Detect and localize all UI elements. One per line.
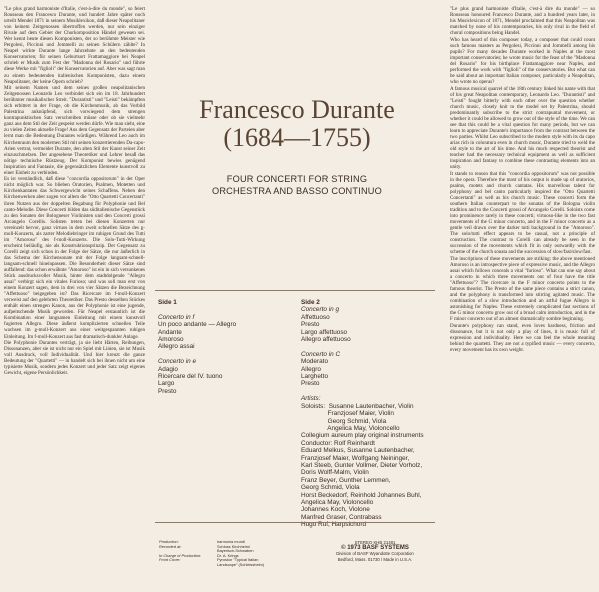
tracklist-line: Affettuoso <box>301 313 330 321</box>
tracklist-line: Larghetto <box>301 373 329 381</box>
credit-label: Front Cover: <box>159 557 181 563</box>
tracklist-line: Moderato <box>301 358 328 366</box>
tracklist-line: Concerto in C <box>301 350 341 358</box>
tracklist-line: Allegro assai <box>158 343 195 351</box>
english-paragraph: The inscriptions of these movements are striking: the above mentioned Amoroso is an introspective piece of expressive music, and the Allegro assai which follows conceals a vital "furioso". What can one say about a concerto in which three movements out of four have the title "Affettuoso"? The ricercare in the F minor concerto points to the famous theorist. The Presto of the same piece contains a strict canon, and the polyphony is transformed into stirring agitated music. The combination of a slow introduction and an artful fugue Allegro is astonishing for Naples. These extremely complicated fast sections of the G minor concerto grow out of a broad calm introduction, and in the F minor concerto out of an almost dramatically sombre beginning. <box>450 255 595 323</box>
tracklist-line: Concerto in g <box>301 306 340 314</box>
tracklist-line: Side 2 <box>301 299 320 306</box>
tracklist-line: Soloists: Susanne Lautenbacher, Violin <box>301 402 414 410</box>
production-credits <box>159 540 264 568</box>
german-paragraph: "Le plus grand harmoniste d'Italie, c'est-à-dire du monde", so feiert Rousseau den Francesco Durante, und hundert Jahre später noch urteilt Mendel 1871 in seinem Musiklexikon, daß dieser Neapolitaner von keinem Zeitgenossen übertroffen werden, nur sein einziger Rivale auf dem Gebiet der Chorkomposition Händel gewesen sei. Wer kennt heute diesen Komponisten, der so berühmte Meister wie Pergolesi, Piccinni und Jommelli zu seinen Schülern zählte? In Neapel wirkte Durante lange Jahrzehnte an den bedeutenden Konservatorien; für seinen Geburtsort Frattamaggiore bei Neapel schrieb er Musik zum Fest der "Madonna del Rosario" und führte diese Werke mit "figlioli" der Konservatorien auf. Aber was sagt man zu einem bedeutenden italienischen Komponisten, dazu einem Neapolitaner, der keine Opern schrieb? <box>4 6 145 85</box>
tracklist-line: Georg Schmid, Viola <box>301 484 360 492</box>
tracklist-line: Hugo Ruf, Harpsichord <box>301 521 367 529</box>
english-paragraph: It stands to reason that this "concordia oppositorum" was not possible in the opera. Therefore the most of his output is made up of oratorios, psalms, motets and church cantatas. His marvellous talent for polyphony and bel canto particularly inspired the "Otto Quartetti Concertanti" as well as his church music. These concerti form the southern Italian counterpart to the sonatas of the Bologna violin tradition and to the Concerti grossi of Arcangelo Corelli. Soloists come into prominence rarely in these concerti; virtuoso-like in the two fast movements of the G minor concerto, and in the F minor concerto as a gentle veil drawn over the darker tutti background in the "Amoroso". The solo/tutti effect appears to be casual, not a principle of construction. The contrast to Corelli can already be seen in the succession of the movements which fit in only outwardly with the scheme of the church sonata and the succession of slow/fast/slow/fast. <box>450 170 595 256</box>
tracklist-line: Largo affettuoso <box>301 328 348 336</box>
tracklist-line <box>301 343 424 350</box>
copyright-brand: © 1973 BASF SYSTEMS <box>341 544 409 551</box>
tracklist-line: Angelica May, Violoncello <box>301 424 400 432</box>
tracklist-line: Franz Beyer, Gunther Lemmen, <box>301 476 391 484</box>
tracklist-line: Andante <box>158 328 182 336</box>
address-line: Bedford, Mass. 01730 / Made in U.S.A. <box>337 556 413 562</box>
tracklist-line: Adagio <box>158 365 178 373</box>
side-1-tracklist <box>158 299 236 395</box>
tracklist-line: Karl Steeb, Gunter Vollmer, Dieter Vorholz, <box>301 461 423 469</box>
credit-value: Dr. A. Krings <box>217 552 239 558</box>
tracklist-line: Collegium aureum play original instruments <box>301 432 424 440</box>
tracklist-line: Johannes Koch, Violone <box>301 506 370 514</box>
credit-row <box>159 563 264 568</box>
tracklist-line: Franzjosef Maier, Wolfgang Neininger, <box>301 454 410 462</box>
subtitle-line-2: ORCHESTRA AND BASSO CONTINUO <box>212 186 382 196</box>
side-2-tracklist <box>301 299 424 529</box>
tracklist-line: Presto <box>301 380 320 388</box>
tracklist-line: Angelica May, Violoncello <box>301 498 374 506</box>
composer-name: Francesco Durante <box>199 95 395 124</box>
tracklist-line: Concerto in f <box>158 313 195 321</box>
catalog-number: STEREO KHB 21481 <box>354 540 396 545</box>
tracklist-line: Manfred Graser, Contrabass <box>301 513 382 521</box>
division-line: Division of BASF Wyandotte Corporation <box>336 551 414 556</box>
tracklist-line <box>301 388 424 395</box>
credit-label <box>159 563 217 568</box>
english-paragraph: A famous musical quarrel of the 18th century linked his name with that of his great Neapolitan contemporary, Leonardo Leo. "Durantisti" and "Leisti" fought bitterly with each other over the question whether church music, closely knit to the model set by Palestrina, should predominantly subscribe to the strict contrapuntal movement, or whether it could be allowed to grow out of the style of the time. We can see that this could be a vital question for many periods, but we can learn to appreciate Durante's importance from the contrast between the two parties. Whilst Leo subscribed to the modern style with its da capo arias rich in coloratura even in church music, Durante tried to weld the old style to the art of his time. And his much respected theorist and teacher had the necessary technical equipment as well as sufficient inspiration and fantasy to combine these contrasting elements into an unity. <box>450 85 595 171</box>
english-paragraph: Durante's polyphony can stand, even loves hardness, friction and dissonance, but it is not only a play of lines, it is music full of expression and individuality. Here we can feel the whole meaning behind the quartetti. They are not a typified music — every concerto, every movement has its own weight. <box>450 322 595 354</box>
tracklist-line: Franzjosef Maier, Violin <box>301 410 394 418</box>
english-paragraph: "Le plus grand harmoniste d'Italie, c'est-à dire du monde" — so Rousseau honoured Francesco Durante, and a hundred years later, in his Musiclexicon of 1871, Mendel proclaimed that this Neapolitan was matched by none of his contemporaries, his only rival in the field of choral compositions being Handel. <box>450 6 595 37</box>
credit-value: Landscape" (Schleissheim) <box>217 561 265 567</box>
tracklist-line: Horst Beckedorf, Reinhold Johannes Buhl, <box>301 491 422 499</box>
german-liner-notes <box>4 6 145 377</box>
tracklist-line: Artists: <box>301 395 321 403</box>
credit-label: Production: <box>159 539 179 544</box>
tracklist-line: Allegro affettuoso <box>301 336 351 344</box>
tracklist-line: Ricercare del IV. tuono <box>158 373 223 381</box>
tracklist-line: Eduard Melkus, Susanne Lautenbacher, <box>301 447 415 455</box>
english-liner-notes <box>450 6 595 354</box>
subtitle-line-1: FOUR CONCERTI FOR STRING <box>226 174 368 184</box>
tracklist-line: Un poco andante — Allegro <box>158 321 237 329</box>
tracklist-line: Largo <box>158 380 175 388</box>
composer-dates: (1684—1755) <box>223 123 371 152</box>
center-panel <box>151 0 443 592</box>
tracklist-line <box>158 306 236 313</box>
german-paragraph: Es ist verständlich, daß diese "concordia oppositorum" in der Oper nicht möglich war. So blieben Oratorien, Psalmen, Motetten und Kirchenkantaten das Schwergewicht seines Schaffens. Neben den Kirchenwerken aber zogen vor allem die "Otto Quartetti Concertanti" ihren Nutzen aus der doppelten Begabung für Polyphonie und Bel canto-Melodie. Diese Concerti bilden das süditalienische Gegenstück zu den Sonaten der Bologneser Violinisten und den Concerti grossi Arcangelo Corellis. Solisten treten bei diesen Konzerten nur vereinzelt hervor, ganz virtuos in dem zweit schnellen Sätze des g-moll-Konzerts, als zarter Melodiebringer im ruhigen Grund des Tutti im "Amoroso" des f-moll-Konzerts. Die Solo-Tutti-Wirkung erscheint beiläufig, nie als Konstruktionsprinzip. Der Gegensatz zu Corelli zeigt sich schon in der Folge der Sätze, die nur äußerlich in das Schema der Kirchensonate mit der Folge langsam-schnell-langsam-schnell hineinpassen. Die Besonderheit dieser Sätze sind auffallend: das schon erwähnte "Amoroso" ist ein in sich versunkenes Stück ausdrucksvoller Musik, hinter dem stadtdolgende "Allegro assai" verbirgt sich ein vitales Furioso; und was soll man erst von einem Konzert sagen, dem in drei von vier Sätzen die Bezeichnung "Affettuoso" beigegeben ist? Das Ricercare im f-moll-Konzert verweist auf den gelehrten Theoretiker. Das Presto desselben Stückes enthält einen strengen Kanon, aus der Polyphonie ist eine jugende, aufpeitschende Musik geworden. Für Neapel erstaunlich ist die Kombination einer langsamen Einleitung mit einem kunstvoll fugierten Allegro. Diese äußerst komplizierten schnellen Teile wachsen im g-moll-Konzert aus einer weitgespannten ruhigen Einleitung. Im f-moll-Konzert aus fast dramatisch-dunkler Anlage. <box>4 176 145 340</box>
credit-value: harmonia mundi <box>217 539 245 544</box>
credit-value: Pyroskor "Typical Italian <box>217 557 259 563</box>
english-paragraph: Who has heard of this composer today, a composer that could count such famous masters as Pergolesi, Piccinni and Jommelli among his pupils? For many decades Durante worked in Naples at the most important conservatories; he wrote music for the feast of the "Madonna del Rosario" for his birthplace Frattamaggiore near Naples, and performed the work with "figlioli" of the conservatories. But what can be said about an important Italian composer, particularly a Neapolitan, who wrote no operas? <box>450 36 595 86</box>
tracklist-line: Conductor: Rolf Reinhardt <box>301 439 375 447</box>
tracklist-line: Presto <box>158 387 177 395</box>
credit-label: Recorded at: <box>159 543 182 549</box>
credit-label: In Charge of Production: <box>159 552 202 558</box>
german-paragraph: Mit seinem Namen und dem seines großen neapolitanischen Zeitgenossen Leonardo Leo verbindet sich ein im 18. Jahrhundert berühmter musikalischer Streit. "Durantisti" und "Leisti" bekämpften sich erbittert in der Frage, ob die Kirchenmusik, ab das Vorbild Palestrina anknüpfend, sich vorwiegend dem strengen kontrapunktischen Satz verschreiben müsse oder ob sie vielmehr ganz aus dem Stil der Zeit gespeist werden dürfe. Wie man sieht, eine zu vielen Zeiten aktuelle Frage! Aus dem Gegensatz der Parteien aber lernt man die Bedeutung Durantes würdigen. Während Leo auch im Kirchenraum den modernen Stil mit seinen konzertierenden Da-capo-Arien vertrat, vermeidet Durante, den alten Stil der Kunst seiner Zeit einzuschmelzen. Der angesehene Theoretiker und Lehrer besaß das nötige technische Rüstzeug. Der Komponist bewies genügend Inspiration und Fantasie, die gegensätzlichen Elemente kunstvoll zu einer Einheit zu verbinden. <box>4 85 145 176</box>
german-paragraph: Die Polyphonie Durantes verträgt, ja sie liebt Härten, Reibungen, Dissonanzen, aber sie ist nicht nur ein Spiel mit Linien, sie ist Musik voll Ausdruck, voll Individualität. Und hier kreuzt die ganze Bedeutung der "Quartetti" — in handelt sich bei ihnen nicht um eine typisierte Musik, sondern jedes Konzert und jeder Satz zeigt eigenes Gewicht, eigene Persönlichkeit. <box>4 340 145 377</box>
credit-value: Bayerisch-Schwaben <box>217 548 254 554</box>
credit-value: Schloss Kirchheim/ <box>217 543 251 549</box>
tracklist-line: Side 1 <box>158 299 177 306</box>
label-footer <box>305 540 445 562</box>
tracklist-line: Doris Wolff-Malm, Violin <box>301 469 369 477</box>
divider-bottom <box>155 522 435 523</box>
tracklist-line <box>158 351 236 358</box>
tracklist-line: Georg Schmid, Viola <box>301 417 387 425</box>
tracklist-line: Concerto in e <box>158 358 197 366</box>
tracklist-line: Allegro <box>301 365 321 373</box>
divider-top <box>155 290 435 291</box>
tracklist-line: Presto <box>301 321 320 329</box>
tracklist-line: Amoroso <box>158 336 184 344</box>
